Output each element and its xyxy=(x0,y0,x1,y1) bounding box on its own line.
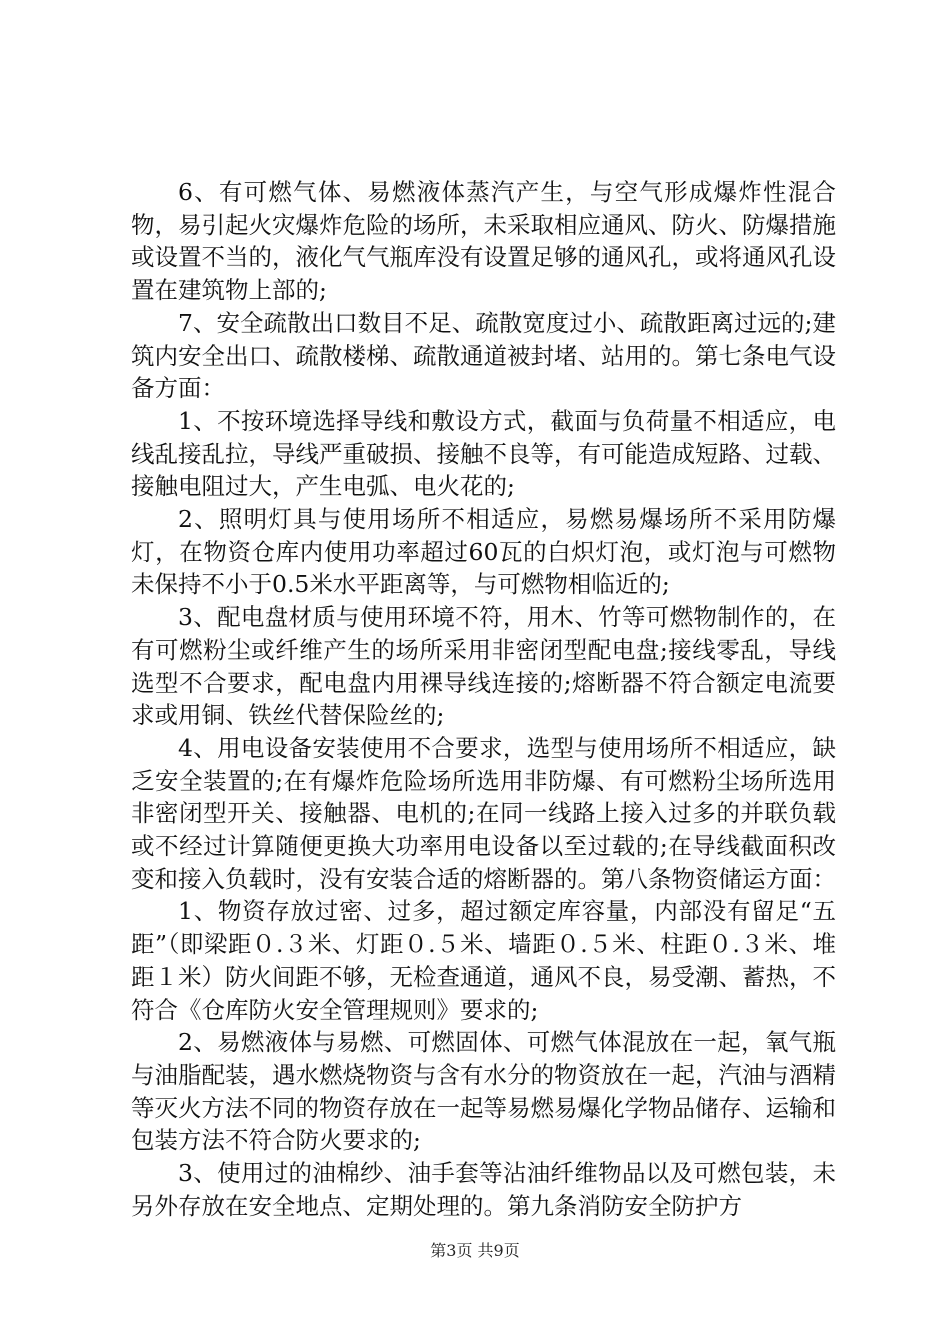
paragraph-electrical-3: 3、配电盘材质与使用环境不符，用木、竹等可燃物制作的，在有可燃粉尘或纤维产生的场所采用非密闭型配电盘;接线零乱，导线选型不合要求，配电盘内用裸导线连接的;熔断器不符合额定电流要求或用铜、铁丝代替保险丝的; xyxy=(131,603,836,730)
page-footer: 第3页 共9页 xyxy=(430,1241,520,1260)
paragraph-item-7: 7、安全疏散出口数目不足、疏散宽度过小、疏散距离过远的;建筑内安全出口、疏散楼梯、疏散通道被封堵、站用的。第七条电气设备方面： xyxy=(131,308,836,403)
paragraph-storage-1: 1、物资存放过密、过多，超过额定库容量，内部没有留足“五距”（即梁距０.３米、灯距０.５米、墙距０.５米、柱距０.３米、堆距１米）防火间距不够，无检查通道，通风不良，易受潮、蓄热，不符合《仓库防火安全管理规则》要求的; xyxy=(131,897,836,1024)
paragraph-electrical-4: 4、用电设备安装使用不合要求，选型与使用场所不相适应，缺乏安全装置的;在有爆炸危险场所选用非防爆、有可燃粉尘场所选用非密闭型开关、接触器、电机的;在同一线路上接入过多的并联负载或不经过计算随便更换大功率用电设备以至过载的;在导线截面积改变和接入负载时，没有安装合适的熔断器的。第八条物资储运方面： xyxy=(131,733,836,893)
paragraph-electrical-1: 1、不按环境选择导线和敷设方式，截面与负荷量不相适应，电线乱接乱拉，导线严重破损、接触不良等，有可能造成短路、过载、接触电阻过大，产生电弧、电火花的; xyxy=(131,406,836,501)
paragraph-storage-3: 3、使用过的油棉纱、油手套等沾油纤维物品以及可燃包装，未另外存放在安全地点、定期处理的。第九条消防安全防护方 xyxy=(131,1159,836,1220)
document-body xyxy=(131,176,836,1223)
paragraph-electrical-2: 2、照明灯具与使用场所不相适应，易燃易爆场所不采用防爆灯，在物资仓库内使用功率超过60瓦的白炽灯泡，或灯泡与可燃物未保持不小于0.5米水平距离等，与可燃物相临近的; xyxy=(131,505,836,599)
paragraph-item-6: 6、有可燃气体、易燃液体蒸汽产生，与空气形成爆炸性混合物，易引起火灾爆炸危险的场所，未采取相应通风、防火、防爆措施或设置不当的，液化气气瓶库没有设置足够的通风孔，或将通风孔设置在建筑物上部的; xyxy=(131,178,836,305)
paragraph-storage-2: 2、易燃液体与易燃、可燃固体、可燃气体混放在一起，氧气瓶与油脂配装，遇水燃烧物资与含有水分的物资放在一起，汽油与酒精等灭火方法不同的物资存放在一起等易燃易爆化学物品储存、运输和包装方法不符合防火要求的; xyxy=(131,1028,836,1155)
